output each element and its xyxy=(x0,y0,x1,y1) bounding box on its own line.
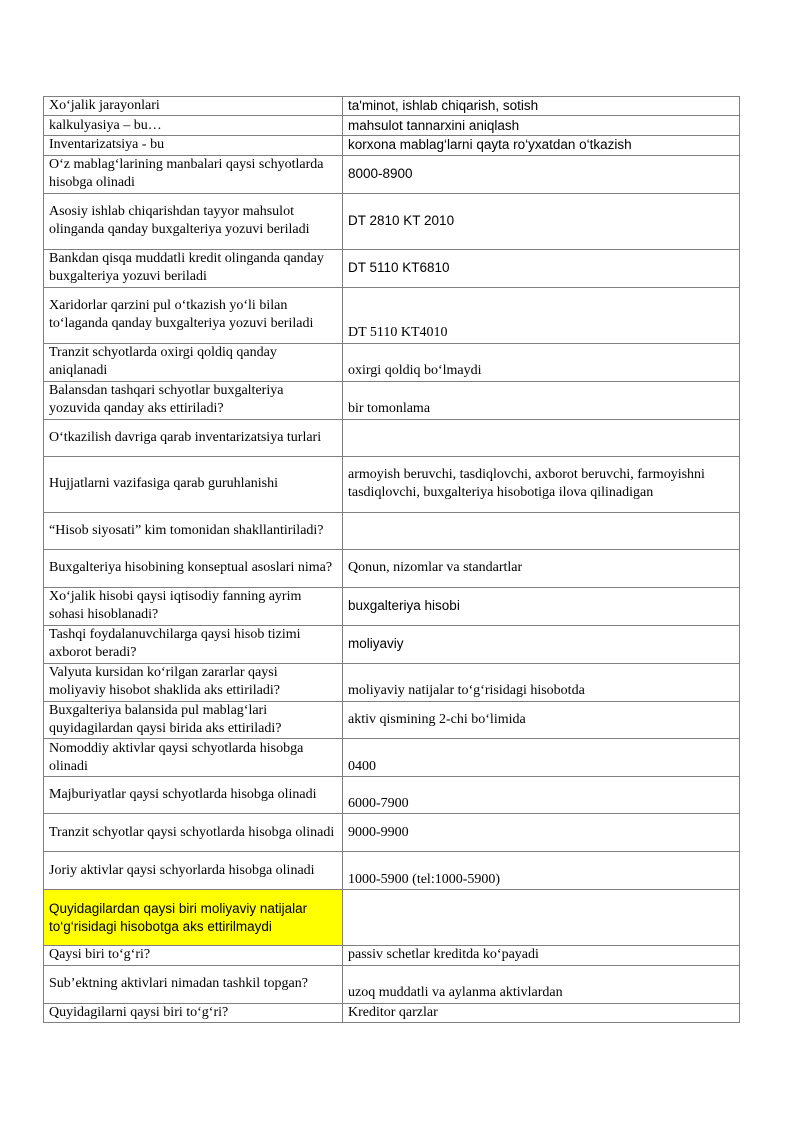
table-row xyxy=(44,701,740,739)
answer-cell: DT 5110 KT6810 xyxy=(343,249,740,287)
answer-cell: bir tomonlama xyxy=(343,381,740,419)
table-row xyxy=(44,663,740,701)
question-cell: Hujjatlarni vazifasiga qarab guruhlanishi xyxy=(44,456,343,512)
table-row xyxy=(44,739,740,777)
answer-cell: aktiv qismining 2-chi bo‘limida xyxy=(343,701,740,739)
question-cell: Xo‘jalik hisobi qaysi iqtisodiy fanning ayrim sohasi hisoblanadi? xyxy=(44,587,343,625)
table-row xyxy=(44,549,740,587)
question-cell: Quyidagilarni qaysi biri to‘g‘ri? xyxy=(44,1003,343,1022)
table-row xyxy=(44,193,740,249)
question-cell: Balansdan tashqari schyotlar buxgalteriya yozuvida qanday aks ettiriladi? xyxy=(44,381,343,419)
answer-cell: korxona mablag‘larni qayta ro‘yxatdan o‘tkazish xyxy=(343,136,740,155)
table-row xyxy=(44,1003,740,1022)
question-cell: Buxgalteriya hisobining konseptual asoslari nima? xyxy=(44,549,343,587)
table-row xyxy=(44,97,740,116)
table-row xyxy=(44,512,740,549)
question-cell: Xo‘jalik jarayonlari xyxy=(44,97,343,116)
question-cell: Nomoddiy aktivlar qaysi schyotlarda hisobga olinadi xyxy=(44,739,343,777)
table-row xyxy=(44,946,740,965)
question-cell: Inventarizatsiya - bu xyxy=(44,136,343,155)
question-cell: Tashqi foydalanuvchilarga qaysi hisob tizimi axborot beradi? xyxy=(44,625,343,663)
answer-cell: armoyish beruvchi, tasdiqlovchi, axborot beruvchi, farmoyishni tasdiqlovchi, buxgalteriya hisobotiga ilova qilinadigan xyxy=(343,456,740,512)
answer-cell xyxy=(343,512,740,549)
table-row xyxy=(44,155,740,193)
answer-cell: oxirgi qoldiq bo‘lmaydi xyxy=(343,343,740,381)
question-cell: O‘z mablag‘larining manbalari qaysi schyotlarda hisobga olinadi xyxy=(44,155,343,193)
question-cell: “Hisob siyosati” kim tomonidan shakllantiriladi? xyxy=(44,512,343,549)
answer-cell: passiv schetlar kreditda ko‘payadi xyxy=(343,946,740,965)
answer-cell: moliyaviy xyxy=(343,625,740,663)
table-row xyxy=(44,456,740,512)
table-row xyxy=(44,287,740,343)
question-cell: O‘tkazilish davriga qarab inventarizatsiya turlari xyxy=(44,419,343,456)
answer-cell: 8000-8900 xyxy=(343,155,740,193)
question-cell: Tranzit schyotlar qaysi schyotlarda hisobga olinadi xyxy=(44,814,343,852)
qa-table xyxy=(43,96,740,1023)
table-row xyxy=(44,814,740,852)
answer-cell: ta'minot, ishlab chiqarish, sotish xyxy=(343,97,740,116)
answer-cell xyxy=(343,890,740,946)
table-row xyxy=(44,249,740,287)
answer-cell: uzoq muddatli va aylanma aktivlardan xyxy=(343,965,740,1003)
answer-cell: 1000-5900 (tel:1000-5900) xyxy=(343,852,740,890)
table-row xyxy=(44,587,740,625)
answer-cell: mahsulot tannarxini aniqlash xyxy=(343,116,740,136)
table-row xyxy=(44,419,740,456)
highlighted-question-cell: Quyidagilardan qaysi biri moliyaviy natijalar to‘g‘risidagi hisobotga aks ettirilmaydi xyxy=(44,890,343,946)
table-row xyxy=(44,965,740,1003)
table-row xyxy=(44,777,740,814)
answer-cell: moliyaviy natijalar to‘g‘risidagi hisobotda xyxy=(343,663,740,701)
question-cell: Sub’ektning aktivlari nimadan tashkil topgan? xyxy=(44,965,343,1003)
question-cell: Xaridorlar qarzini pul o‘tkazish yo‘li bilan to‘laganda qanday buxgalteriya yozuvi beriladi xyxy=(44,287,343,343)
answer-cell: DT 2810 KT 2010 xyxy=(343,193,740,249)
answer-cell xyxy=(343,419,740,456)
question-cell: Asosiy ishlab chiqarishdan tayyor mahsulot olinganda qanday buxgalteriya yozuvi beriladi xyxy=(44,193,343,249)
answer-cell: Kreditor qarzlar xyxy=(343,1003,740,1022)
answer-cell: DT 5110 KT4010 xyxy=(343,287,740,343)
question-cell: Bankdan qisqa muddatli kredit olinganda qanday buxgalteriya yozuvi beriladi xyxy=(44,249,343,287)
question-cell: Buxgalteriya balansida pul mablag‘lari quyidagilardan qaysi birida aks ettiriladi? xyxy=(44,701,343,739)
table-row xyxy=(44,890,740,946)
question-cell: Majburiyatlar qaysi schyotlarda hisobga olinadi xyxy=(44,777,343,814)
answer-cell: 6000-7900 xyxy=(343,777,740,814)
table-row xyxy=(44,136,740,155)
question-cell: Joriy aktivlar qaysi schyorlarda hisobga olinadi xyxy=(44,852,343,890)
table-row xyxy=(44,381,740,419)
answer-cell: 9000-9900 xyxy=(343,814,740,852)
answer-cell: 0400 xyxy=(343,739,740,777)
table-row xyxy=(44,116,740,136)
answer-cell: Qonun, nizomlar va standartlar xyxy=(343,549,740,587)
question-cell: Tranzit schyotlarda oxirgi qoldiq qanday aniqlanadi xyxy=(44,343,343,381)
answer-cell: buxgalteriya hisobi xyxy=(343,587,740,625)
table-row xyxy=(44,625,740,663)
table-row xyxy=(44,852,740,890)
question-cell: kalkulyasiya – bu… xyxy=(44,116,343,136)
table-row xyxy=(44,343,740,381)
question-cell: Valyuta kursidan ko‘rilgan zararlar qaysi moliyaviy hisobot shaklida aks ettiriladi? xyxy=(44,663,343,701)
question-cell: Qaysi biri to‘g‘ri? xyxy=(44,946,343,965)
